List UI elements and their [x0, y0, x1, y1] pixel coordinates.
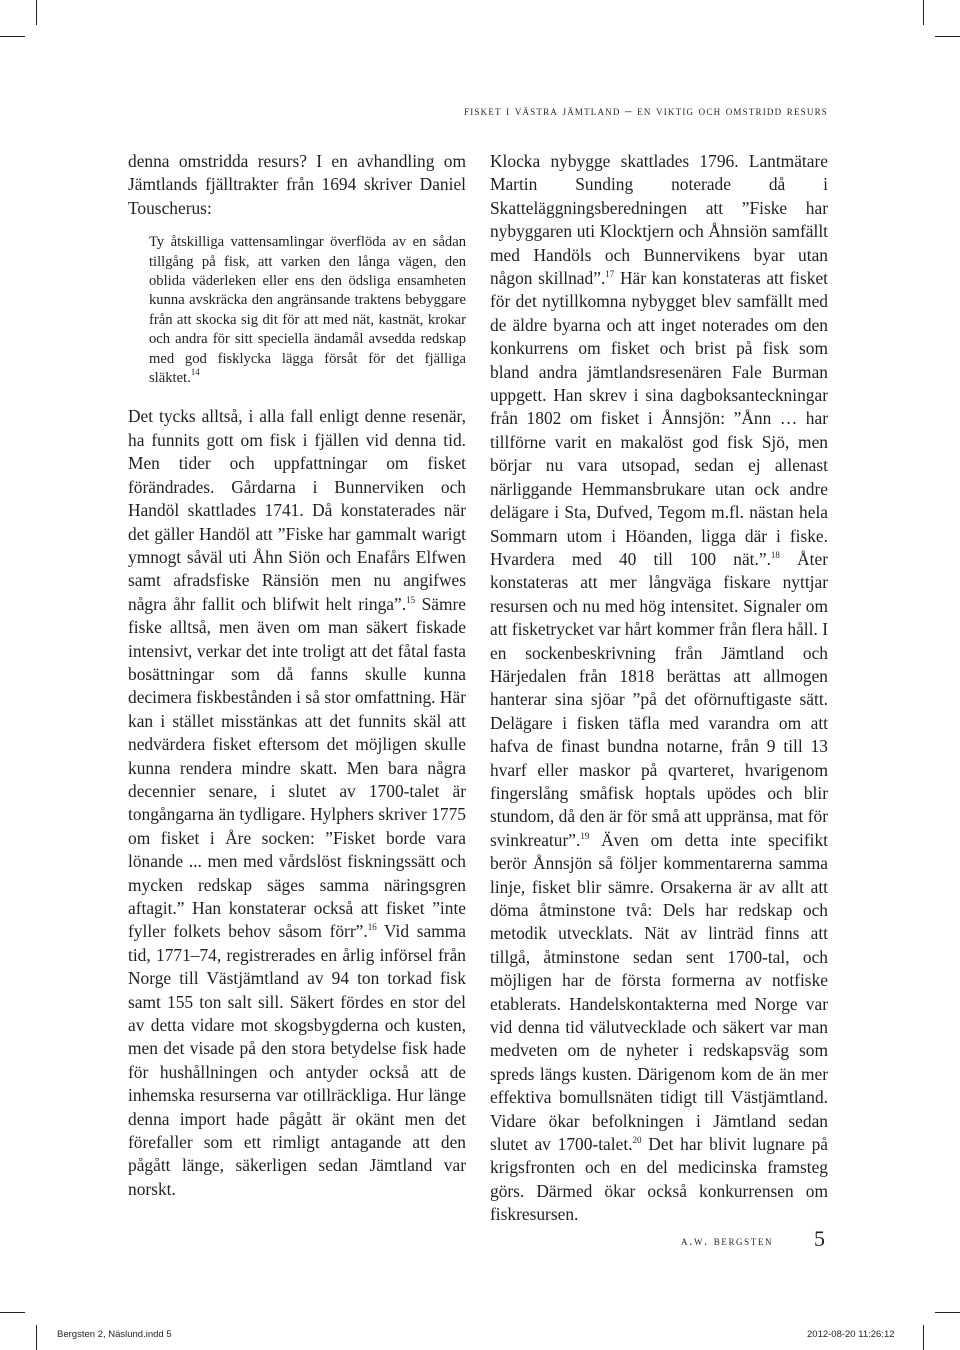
footnote-ref-20: 20 [632, 1135, 642, 1146]
right-text-5: Det har blivit lugnare på krigsfronten och en del medicinska framsteg görs. Därmed ökar också konkurrensen om fiskresursen. [490, 1134, 829, 1225]
crop-mark-bottom-left-h [0, 1312, 25, 1313]
right-column [490, 150, 828, 1227]
right-text-3: Åter konstateras att mer långväga fiskare nyttjar resursen och nu med hög intensitet. Signaler om att fisketrycket var hårt kommer från flera håll. I en sockenbeskrivning från Jämtland och Härjedalen från 1818 berättas att allmogen hanterar sina sjöar ”på det oförnuftigaste sätt. Delägare i fisken täfla med varandra om att hafva de finast bundna notarne, från 9 till 13 hvarf eller maskor på qvarteret, hvarigenom fingerslång småfisk hoptals upödes och blir stundom, då den är för små att uppränsa, mat för svinkreatur”. [490, 548, 828, 850]
footnote-ref-15: 15 [406, 594, 416, 605]
footnote-ref-16: 16 [367, 922, 377, 933]
body-paragraph [128, 405, 466, 1201]
block-quote [149, 233, 466, 388]
crop-mark-bottom-right-v [923, 1325, 924, 1350]
body-text-3: Vid samma tid, 1771–74, registrerades en årlig införsel från Norge till Västjämtland av 94 ton torkad fisk samt 155 ton salt sill. Säkert fördes en stor del av detta vidare mot skogsbygderna och kusten, men det visade på den stora betydelse fisk hade för hushållningen och antyder också att de inhemska resurserna var otillräckliga. Hur länge denna import hade pågått är okänt men det förefaller som ett rimligt antagande att den pågått länge, säkerligen sedan Jämtland var norskt. [128, 921, 466, 1199]
crop-mark-top-left-h [0, 36, 25, 37]
body-text-2: Sämre fiske alltså, men även om man säkert fiskade intensivt, verkar det inte troligt att det fåtal fasta bosättningar som då fanns skulle kunna decimera fiskbestånden i så stor omfattning. Här kan i stället misstänkas att det funnits skäl att nedvärdera fisket eftersom det möjligen skulle kunna rendera mindre skatt. Men bara några decennier senare, i slutet av 1700-talet är tongångarna än tydligare. Hylphers skriver 1775 om fisket i Åre socken: ”Fisket borde vara lönande ... men med vårdslöst fiskningssätt och mycken redskap säges samma näringsgren aftagit.” Han konstaterar också att fisket ”inte fyller folkets behov såsom förr”. [128, 593, 466, 942]
right-text-2: Här kan konstateras att fisket för det nytillkomna nybygget blev samfällt med de äldre byarna och att inget noterades om den konkurrens om fisket och brist på fisk som bland andra jämtlandsresenären Fale Burman uppgett. Han skrev i sina dagboksanteckningar från 1802 om fisket i Ånnsjön: ”Ånn … har tillförne varit en makalöst god fisk Sjö, men börjar nu vara utsopad, sedan ej allenast närliggande Hemmansbrukare utan ock andre delägare i Sta, Dufved, Tegom m.fl. nästan hela Sommarn utom i Höanden, ligga där i fiske. Hvardera med 40 till 100 nät.”. [490, 268, 829, 569]
block-quote-text: Ty åtskilliga vattensamlingar överflöda av en sådan tillgång på fisk, att varken den långa vägen, den oblida väderleken eller ens den ödsliga ensamheten kunna avskräcka den angränsande traktens bebyggare från att skocka sig dit för att med nät, kastnät, krokar och andra för sitt speciella ändamål avsedda redskap med god fisklycka lägga försåt för det fjälliga släktet. [149, 234, 466, 387]
footnote-ref-17: 17 [605, 269, 615, 280]
right-text-4: Även om detta inte specifikt berör Ånnsjön så följer kommentarerna samma linje, fisket blir sämre. Orsakerna är av allt att döma åtminstone två: Dels har redskap och metodik utvecklats. Nät av linträd finns att tillgå, åtminstone sedan sent 1700-tal, och möjligen har de första formerna av notfiske etablerats. Handelskontakterna med Norge var vid denna tid välutvecklade och säkert var man medveten om de nyheter i redskapsväg som spreds längs kusten. Därigenom kom de än mer effektiva bomullsnäten tidigt till Västjämtland. Vidare ökar befolkningen i Jämtland sedan slutet av 1700-talet. [490, 829, 828, 1155]
running-head: fisket i västra jämtland – en viktig och omstridd resurs [464, 103, 828, 118]
crop-mark-top-right-v [923, 0, 924, 25]
print-slug-file: Bergsten 2, Näslund.indd 5 [57, 1329, 172, 1340]
crop-mark-top-right-h [935, 36, 960, 37]
footer-author: a.w. bergsten [681, 1233, 774, 1248]
left-column [128, 150, 466, 1201]
page-number: 5 [814, 1226, 825, 1251]
body-paragraph-right [490, 150, 828, 1227]
crop-mark-bottom-left-v [36, 1325, 37, 1350]
crop-mark-bottom-right-h [935, 1312, 960, 1313]
intro-paragraph: denna omstridda resurs? I en avhandling om Jämtlands fjälltrakter från 1694 skriver Daniel Touscherus: [128, 151, 466, 218]
print-slug-timestamp: 2012-08-20 11:26:12 [807, 1329, 895, 1340]
footnote-ref-19: 19 [580, 830, 590, 841]
body-text-1: Det tycks alltså, i alla fall enligt denne resenär, ha funnits gott om fisk i fjällen vid denna tid. Men tider och uppfattningar om fisket förändrades. Gårdarna i Bunnerviken och Handöl skattlades 1741. Då konstaterades när det gäller Handöl att ”Fiske har gammalt warigt ymnogt såväl uti Åhn Siön och Enafårs Elfwen samt afradsfiske Ränsiön men nu angifwes några åhr fallit och blifwit helt ringa”. [128, 406, 466, 614]
footnote-ref-18: 18 [770, 549, 780, 560]
footnote-ref-14: 14 [190, 367, 200, 378]
crop-mark-top-left-v [36, 0, 37, 25]
right-text-1: Klocka nybygge skattlades 1796. Lantmätare Martin Sunding noterade då i Skatteläggningsberedningen att ”Fiske har nybyggaren uti Klocktjern och Åhnsiön samfällt med Handöls och Bunnervikens byar utan någon skillnad”. [490, 151, 828, 289]
